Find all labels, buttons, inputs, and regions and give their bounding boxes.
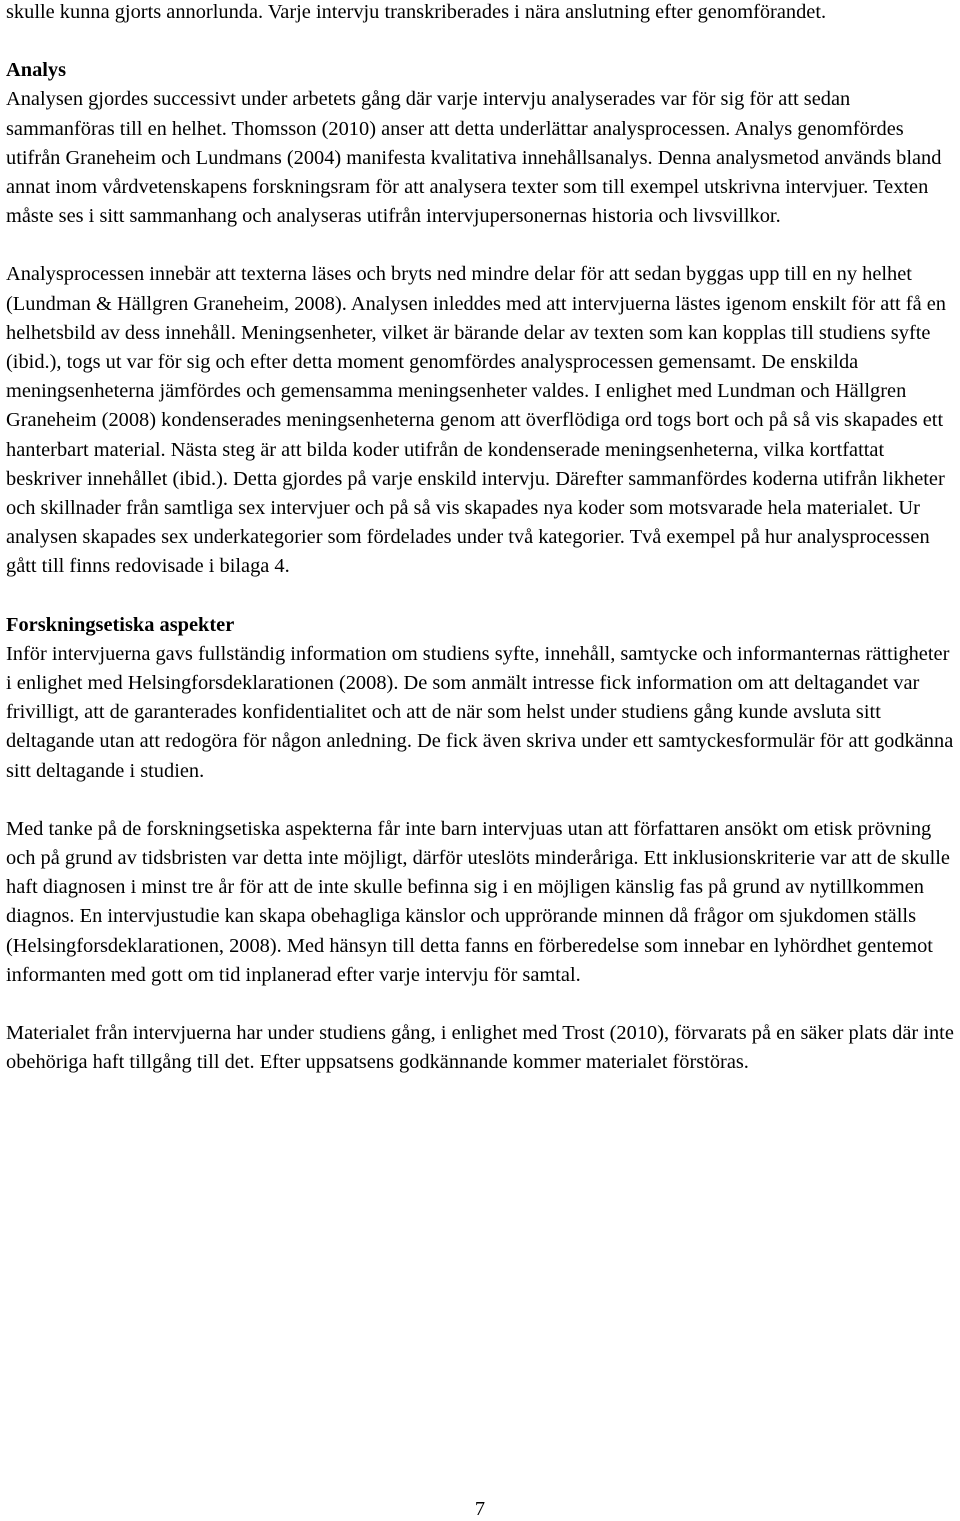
analys-paragraph-2: Analysprocessen innebär att texterna läses och bryts ned mindre delar för att sedan byggas upp till en ny helhet (Lundman & Hällgren Graneheim, 2008). Analysen inleddes med att intervjuerna lästes igenom enskilt för att få en helhetsbild av dess innehåll. Meningsenheter, vilket är bärande delar av texten som kan kopplas till studiens syfte (ibid.), togs ut var för sig och efter detta moment genomfördes analysprocessen gemensamt. De enskilda meningsenheterna jämfördes och gemensamma meningsenheter valdes. I enlighet med Lundman och Hällgren Graneheim (2008) kondenserades meningsenheterna genom att överflödiga ord togs bort och på så vis skapades ett hanterbart material. Nästa steg är att bilda koder utifrån de kondenserade meningsenheterna, vilka kortfattat beskriver innehållet (ibid.). Detta gjordes på varje enskild intervju. Därefter sammanfördes koderna utifrån likheter och skillnader från samtliga sex intervjuer och på så vis skapades nya koder som motsvarade hela materialet. Ur analysen skapades sex underkategorier som fördelades under två kategorier. Två exempel på hur analysprocessen gått till finns redovisade i bilaga 4. bbox=[6, 263, 946, 578]
paragraph-gap bbox=[6, 27, 958, 56]
etik-paragraph-2: Med tanke på de forskningsetiska aspekterna får inte barn intervjuas utan att författaren ansökt om etisk prövning och på grund av tidsbristen var detta inte möjligt, därför uteslöts minderåriga. Ett inklusionskriterie var att de skulle haft diagnosen i minst tre år för att de inte skulle befinna sig i en möjligen känslig fas på grund av nytillkommen diagnos. En intervjustudie kan skapa obehagliga känslor och upprörande minnen då frågor om sjukdomen ställs (Helsingforsdeklarationen, 2008). Med hänsyn till detta fanns en förberedelse som innebar en lyhördhet gentemot informanten med gott om tid inplanerad efter varje intervju för samtal. bbox=[6, 817, 950, 986]
page-number: 7 bbox=[474, 1498, 486, 1520]
paragraph-gap bbox=[6, 582, 958, 611]
continuation-paragraph: skulle kunna gjorts annorlunda. Varje intervju transkriberades i nära anslutning efter genomförandet. bbox=[6, 1, 827, 23]
paragraph-gap bbox=[6, 231, 958, 260]
analys-paragraph-1: Analysen gjordes successivt under arbetets gång där varje intervju analyserades var för sig för att sedan sammanföras till en helhet. Thomsson (2010) anser att detta underlättar analysprocessen. Analys genomfördes utifrån Graneheim och Lundmans (2004) manifesta kvalitativa innehållsanalys. Denna analysmetod används bland annat inom vårdvetenskapens forskningsram för att analysera texter som till exempel utskrivna intervjuer. Texten måste ses i sitt sammanhang och analyseras utifrån intervjupersonernas historia och livsvillkor. bbox=[6, 88, 942, 228]
etik-paragraph-3: Materialet från intervjuerna har under studiens gång, i enlighet med Trost (2010), förvarats på en säker plats där inte obehöriga haft tillgång till det. Efter uppsatsens godkännande kommer materialet förstöras. bbox=[6, 1022, 954, 1074]
paragraph-gap bbox=[6, 786, 958, 815]
document-page bbox=[6, 0, 958, 1078]
paragraph-gap bbox=[6, 990, 958, 1019]
section-heading-analys: Analys bbox=[6, 59, 67, 82]
etik-paragraph-1: Inför intervjuerna gavs fullständig information om studiens syfte, innehåll, samtycke och informanternas rättigheter i enlighet med Helsingforsdeklarationen (2008). De som anmält intresse fick information om att deltagandet var frivilligt, att de garanterades konfidentialitet och att de när som helst under studiens gång kunde avsluta sitt deltagande utan att redogöra för någon anledning. De fick även skriva under ett samtyckesformulär för att godkänna sitt deltagande i studien. bbox=[6, 642, 954, 782]
section-heading-etik: Forskningsetiska aspekter bbox=[6, 613, 235, 636]
